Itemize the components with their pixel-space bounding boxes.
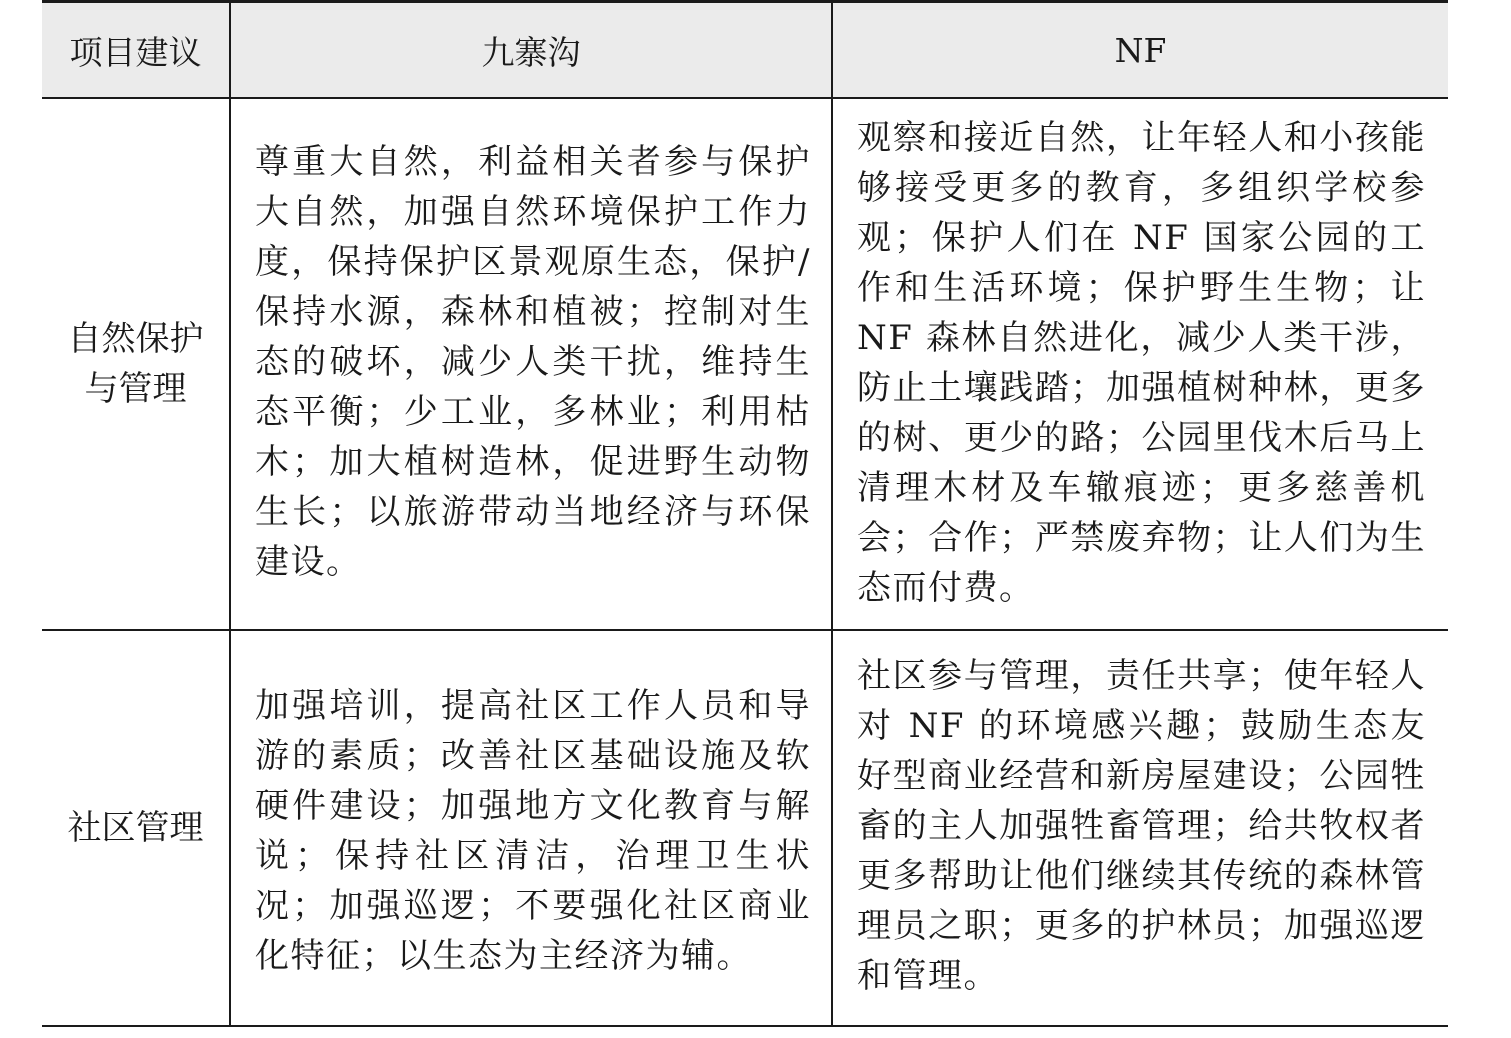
table-row <box>42 630 1448 1026</box>
table-body <box>42 98 1448 1026</box>
header-row <box>42 2 1448 99</box>
category-label-line: 社区管理 <box>67 808 204 848</box>
category-cell <box>42 98 230 630</box>
nf-cell: 观察和接近自然，让年轻人和小孩能够接受更多的教育，多组织学校参观；保护人们在 NF 国家公园的工作和生活环境；保护野生生物；让 NF 森林自然进化，减少人类干涉，防止土壤践踏；加强植树种林，更多的树、更少的路；公园里伐木后马上清理木材及车辙痕迹；更多慈善机会；合作；严禁废弃物；让人们为生态而付费。 <box>832 98 1448 630</box>
header-project-suggestion: 项目建议 <box>42 2 230 99</box>
table-header <box>42 2 1448 99</box>
header-jiuzhaigou: 九寨沟 <box>230 2 832 99</box>
jiuzhaigou-cell: 加强培训，提高社区工作人员和导游的素质；改善社区基础设施及软硬件建设；加强地方文化教育与解说；保持社区清洁，治理卫生状况；加强巡逻；不要强化社区商业化特征；以生态为主经济为辅。 <box>230 630 832 1026</box>
comparison-table <box>42 0 1448 1027</box>
category-label-line: 自然保护 <box>67 319 204 359</box>
category-label-line: 与管理 <box>84 369 187 409</box>
table-row <box>42 98 1448 630</box>
category-cell <box>42 630 230 1026</box>
nf-cell: 社区参与管理，责任共享；使年轻人对 NF 的环境感兴趣；鼓励生态友好型商业经营和新房屋建设；公园牲畜的主人加强牲畜管理；给共牧权者更多帮助让他们继续其传统的森林管理员之职；更多的护林员；加强巡逻和管理。 <box>832 630 1448 1026</box>
jiuzhaigou-cell: 尊重大自然，利益相关者参与保护大自然，加强自然环境保护工作力度，保持保护区景观原生态，保护/保持水源，森林和植被；控制对生态的破坏，减少人类干扰，维持生态平衡；少工业，多林业；利用枯木；加大植树造林，促进野生动物生长；以旅游带动当地经济与环保建设。 <box>230 98 832 630</box>
header-nf: NF <box>832 2 1448 99</box>
